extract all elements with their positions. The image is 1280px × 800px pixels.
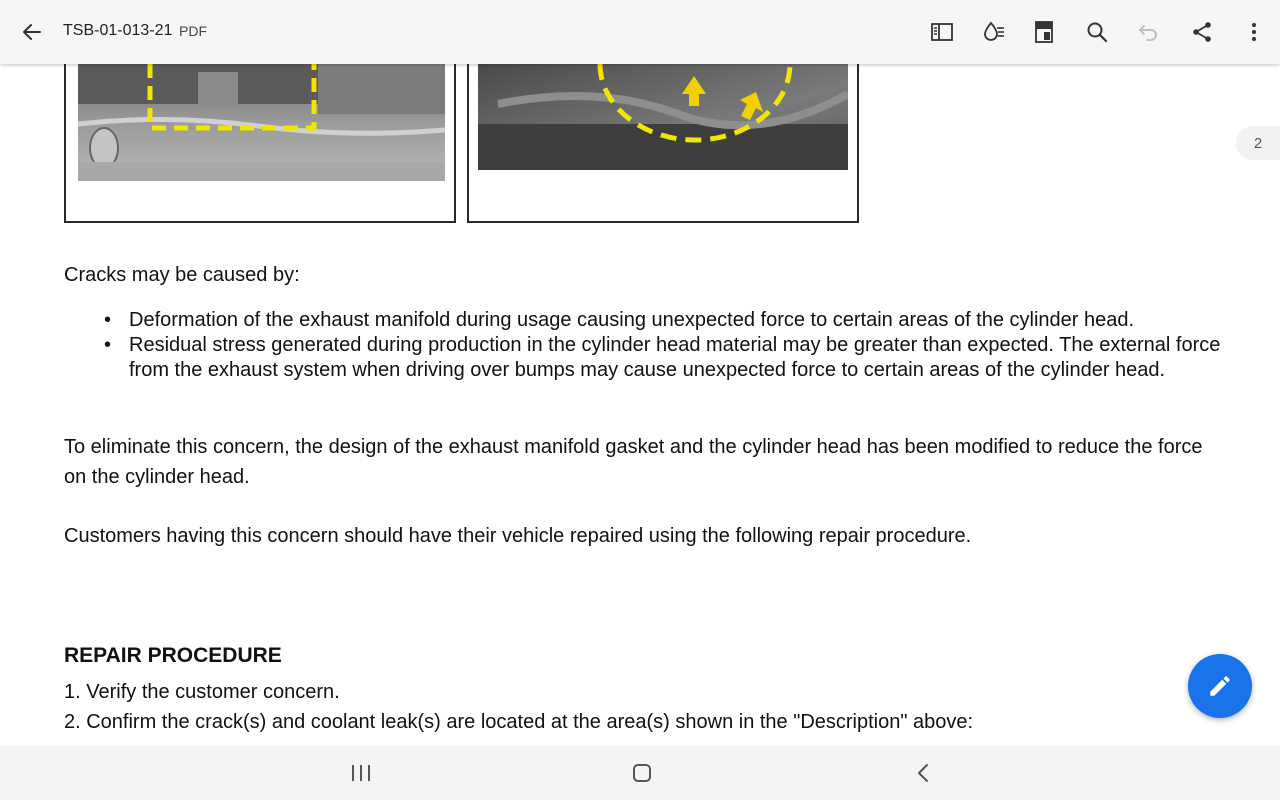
page-number-indicator[interactable]: 2 xyxy=(1236,126,1280,160)
undo-icon xyxy=(1136,20,1160,44)
search-icon xyxy=(1085,20,1109,44)
bookmark-page-icon xyxy=(1032,20,1056,44)
bullet-text: Deformation of the exhaust manifold during usage causing unexpected force to certain areas of the cylinder head. xyxy=(129,309,1135,331)
page-layout-button[interactable] xyxy=(1028,16,1060,48)
more-options-button[interactable] xyxy=(1238,16,1270,48)
home-button[interactable] xyxy=(622,757,662,789)
ink-mode-button[interactable] xyxy=(978,16,1010,48)
document-type-label: PDF xyxy=(179,23,207,39)
more-vert-icon xyxy=(1242,20,1266,44)
pdf-page-viewport[interactable] xyxy=(0,64,1280,746)
list-item xyxy=(104,333,1224,383)
bullet-symbol: • xyxy=(104,334,112,356)
list-item: 1. Verify the customer concern. xyxy=(64,681,340,703)
pencil-edit-icon xyxy=(1207,673,1233,699)
customers-paragraph: Customers having this concern should have their vehicle repaired using the following repair procedure. xyxy=(64,525,972,547)
system-back-button[interactable] xyxy=(903,757,943,789)
reading-mode-button[interactable] xyxy=(926,16,958,48)
list-item xyxy=(104,308,1224,333)
undo-button[interactable] xyxy=(1132,16,1164,48)
eliminate-paragraph: To eliminate this concern, the design of the exhaust manifold gasket and the cylinder head has been modified to reduce the force on the cylinder head. xyxy=(64,436,1203,488)
share-icon xyxy=(1190,20,1214,44)
home-icon xyxy=(631,762,653,784)
engine-photo-left xyxy=(78,64,445,181)
system-navigation-bar xyxy=(0,746,1280,800)
causes-list xyxy=(104,308,1224,383)
engine-photo-right xyxy=(478,64,848,170)
back-button[interactable] xyxy=(16,16,48,48)
recent-apps-button[interactable] xyxy=(341,757,381,789)
back-chevron-icon xyxy=(913,762,933,784)
app-bar xyxy=(0,0,1280,64)
cracks-intro-text: Cracks may be caused by: xyxy=(64,264,300,286)
reading-mode-icon xyxy=(930,20,954,44)
back-arrow-icon xyxy=(20,20,44,44)
repair-procedure-heading: REPAIR PROCEDURE xyxy=(64,644,282,667)
list-item: 2. Confirm the crack(s) and coolant leak(s) are located at the area(s) shown in the "Description" above: xyxy=(64,711,974,733)
bullet-symbol: • xyxy=(104,309,112,331)
repair-steps-list xyxy=(64,677,973,737)
ink-drop-icon xyxy=(982,20,1006,44)
edit-fab-button[interactable] xyxy=(1188,654,1252,718)
share-button[interactable] xyxy=(1186,16,1218,48)
document-title: TSB-01-013-21 xyxy=(63,22,173,39)
recent-apps-icon xyxy=(350,763,372,783)
bullet-text: Residual stress generated during production in the cylinder head material may be greater than expected. The external force from the exhaust system when driving over bumps may cause unexpected force to certain areas of the cylinder head. xyxy=(129,334,1221,381)
search-button[interactable] xyxy=(1081,16,1113,48)
